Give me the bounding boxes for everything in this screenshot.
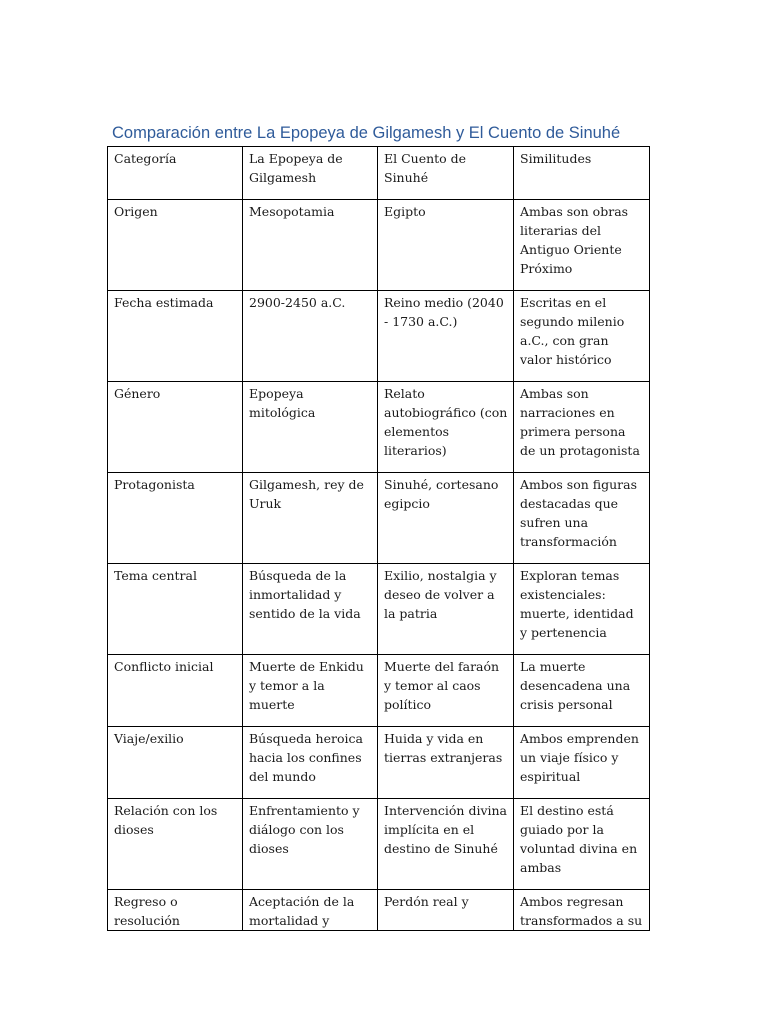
table-row <box>108 655 650 727</box>
table-cell-gilgamesh: Epopeya mitológica <box>243 382 378 473</box>
comparison-table <box>107 146 650 931</box>
table-row <box>108 291 650 382</box>
table-cell-category: Regreso o resolución <box>108 890 243 931</box>
table-cell-sinuhe: Egipto <box>378 200 514 291</box>
table-cell-category: Fecha estimada <box>108 291 243 382</box>
table-cell-gilgamesh: Gilgamesh, rey de Uruk <box>243 473 378 564</box>
table-cell-category: Protagonista <box>108 473 243 564</box>
table-cell-sinuhe: Relato autobiográfico (con elementos literarios) <box>378 382 514 473</box>
header-cell-similarities: Similitudes <box>514 147 650 200</box>
table-cell-sinuhe: Reino medio (2040 - 1730 a.C.) <box>378 291 514 382</box>
table-cell-sinuhe: Sinuhé, cortesano egipcio <box>378 473 514 564</box>
table-cell-gilgamesh: Búsqueda heroica hacia los confines del mundo <box>243 727 378 799</box>
table-cell-similarities: Ambos son figuras destacadas que sufren una transformación <box>514 473 650 564</box>
table-row <box>108 382 650 473</box>
table-cell-similarities: Exploran temas existenciales: muerte, identidad y pertenencia <box>514 564 650 655</box>
table-cell-similarities: Ambas son obras literarias del Antiguo Oriente Próximo <box>514 200 650 291</box>
table-row <box>108 799 650 890</box>
table-cell-similarities: Escritas en el segundo milenio a.C., con gran valor histórico <box>514 291 650 382</box>
table-row <box>108 890 650 931</box>
table-cell-similarities: Ambos emprenden un viaje físico y espiritual <box>514 727 650 799</box>
table-cell-similarities: La muerte desencadena una crisis personal <box>514 655 650 727</box>
table-cell-similarities: Ambos regresan transformados a su <box>514 890 650 931</box>
table-cell-gilgamesh: Búsqueda de la inmortalidad y sentido de la vida <box>243 564 378 655</box>
table-cell-category: Tema central <box>108 564 243 655</box>
table-cell-sinuhe: Exilio, nostalgia y deseo de volver a la patria <box>378 564 514 655</box>
header-cell-category: Categoría <box>108 147 243 200</box>
table-cell-similarities: El destino está guiado por la voluntad divina en ambas <box>514 799 650 890</box>
table-cell-category: Conflicto inicial <box>108 655 243 727</box>
table-cell-sinuhe: Huida y vida en tierras extranjeras <box>378 727 514 799</box>
table-row <box>108 564 650 655</box>
header-cell-sinuhe: El Cuento de Sinuhé <box>378 147 514 200</box>
table-cell-category: Género <box>108 382 243 473</box>
table-row <box>108 473 650 564</box>
table-cell-similarities: Ambas son narraciones en primera persona de un protagonista <box>514 382 650 473</box>
table-cell-category: Relación con los dioses <box>108 799 243 890</box>
table-header-row <box>108 147 650 200</box>
table-cell-category: Viaje/exilio <box>108 727 243 799</box>
table-cell-category: Origen <box>108 200 243 291</box>
table-cell-gilgamesh: 2900-2450 a.C. <box>243 291 378 382</box>
table-cell-gilgamesh: Muerte de Enkidu y temor a la muerte <box>243 655 378 727</box>
table-row <box>108 200 650 291</box>
table-cell-sinuhe: Muerte del faraón y temor al caos político <box>378 655 514 727</box>
table-cell-gilgamesh: Aceptación de la mortalidad y <box>243 890 378 931</box>
table-cell-sinuhe: Perdón real y <box>378 890 514 931</box>
table-cell-sinuhe: Intervención divina implícita en el destino de Sinuhé <box>378 799 514 890</box>
document-title: Comparación entre La Epopeya de Gilgamesh y El Cuento de Sinuhé <box>112 124 621 142</box>
table-cell-gilgamesh: Mesopotamia <box>243 200 378 291</box>
header-cell-gilgamesh: La Epopeya de Gilgamesh <box>243 147 378 200</box>
table-cell-gilgamesh: Enfrentamiento y diálogo con los dioses <box>243 799 378 890</box>
table-row <box>108 727 650 799</box>
